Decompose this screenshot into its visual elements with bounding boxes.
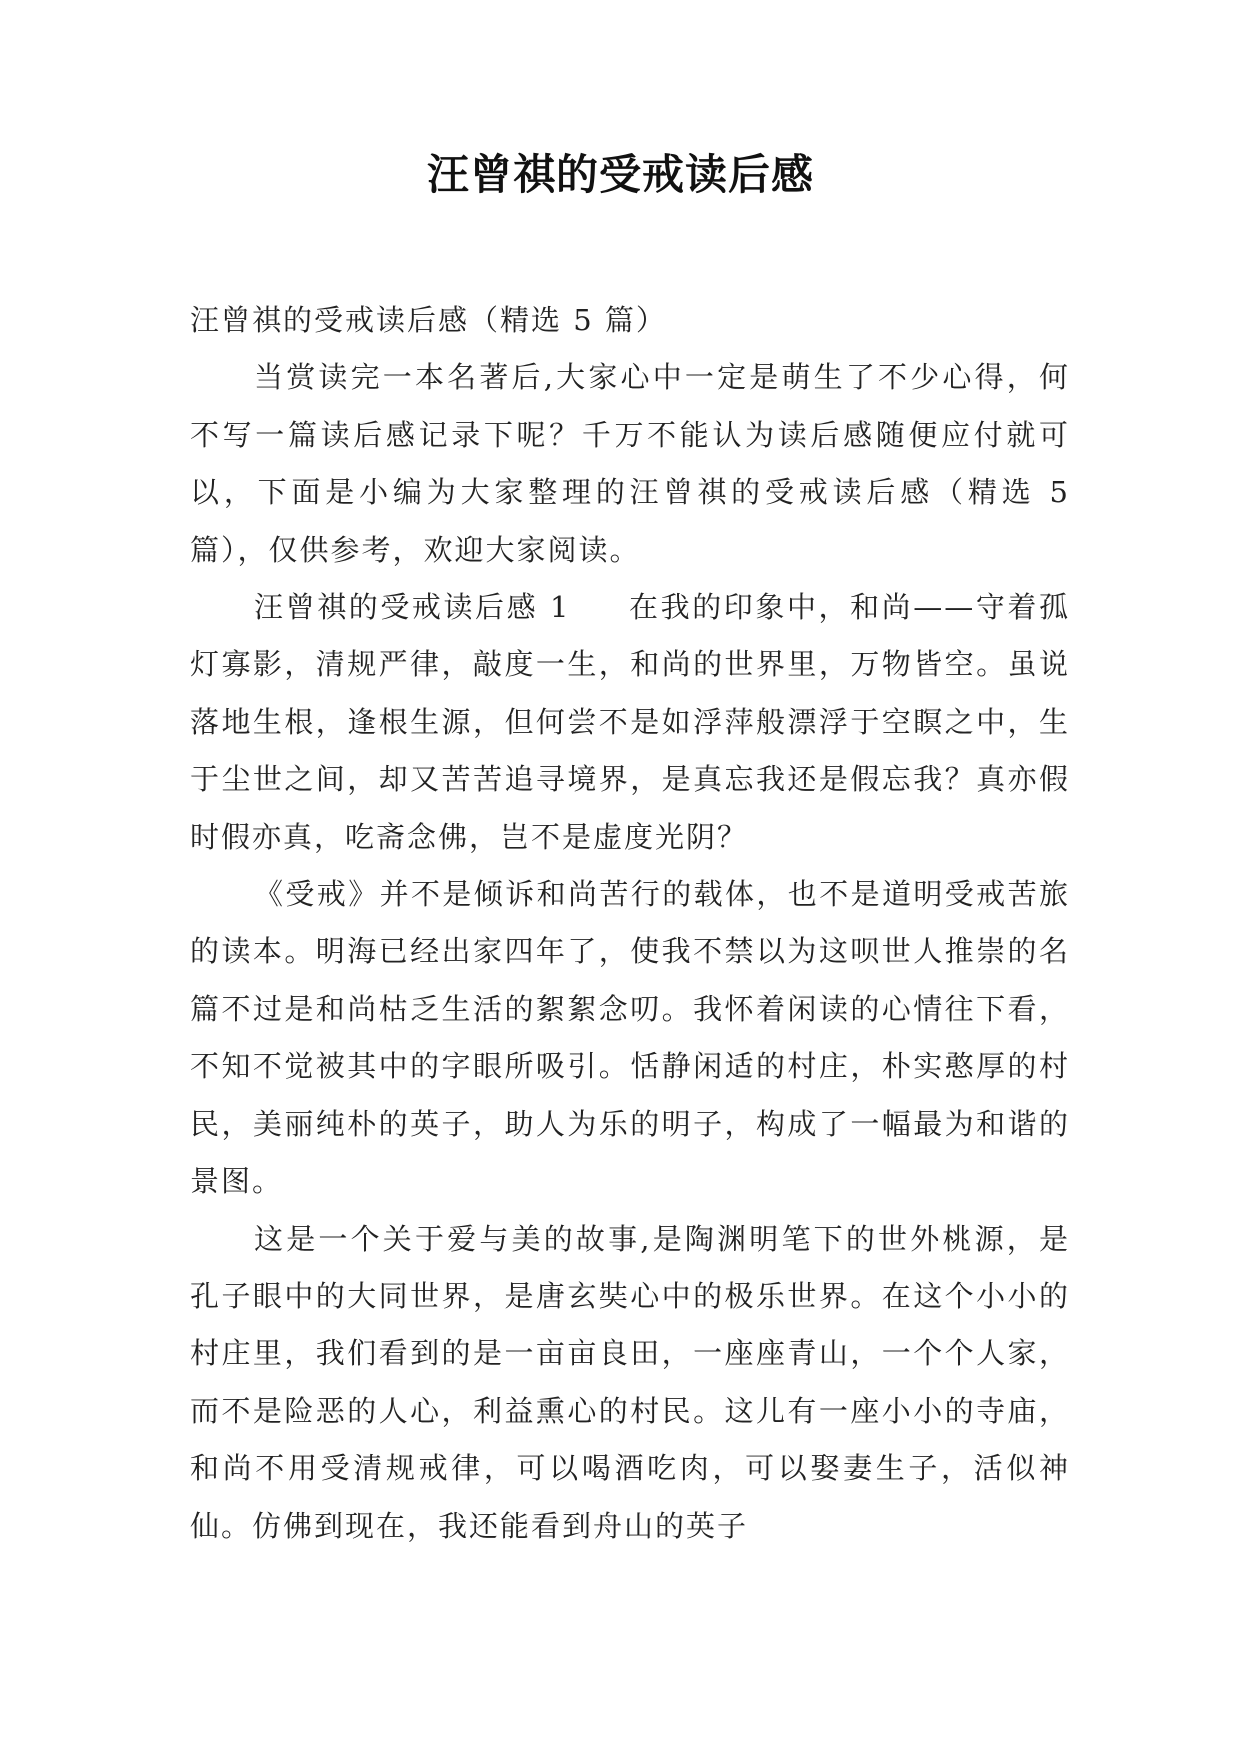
section-heading: 汪曾祺的受戒读后感 1 — [254, 590, 571, 625]
intro-paragraph: 当赏读完一本名著后,大家心中一定是萌生了不少心得，何不写一篇读后感记录下呢？千万不能认为读后感随便应付就可以，下面是小编为大家整理的汪曾祺的受戒读后感（精选 5 篇），仅供参考，欢迎大家阅读。 — [190, 360, 1070, 567]
section-1-text: 在我的印象中，和尚——守着孤灯寡影，清规严律，敲度一生，和尚的世界里，万物皆空。虽说落地生根，逢根生源，但何尝不是如浮萍般漂浮于空瞑之中，生于尘世之间，却又苦苦追寻境界，是真忘我还是假忘我？真亦假时假亦真，吃斋念佛，岂不是虚度光阴？ — [190, 590, 1070, 854]
section-1-paragraph — [190, 579, 1070, 866]
body-paragraph-3: 这是一个关于爱与美的故事,是陶渊明笔下的世外桃源，是孔子眼中的大同世界，是唐玄奘心中的极乐世界。在这个小小的村庄里，我们看到的是一亩亩良田，一座座青山，一个个人家，而不是险恶的人心，利益熏心的村民。这儿有一座小小的寺庙，和尚不用受清规戒律，可以喝酒吃肉，可以娶妻生子，活似神仙。仿佛到现在，我还能看到舟山的英子 — [190, 1221, 1070, 1543]
document-body — [190, 292, 1070, 1555]
body-paragraph-2: 《受戒》并不是倾诉和尚苦行的载体，也不是道明受戒苦旅的读本。明海已经出家四年了，使我不禁以为这呗世人推崇的名篇不过是和尚枯乏生活的絮絮念叨。我怀着闲读的心情往下看，不知不觉被其中的字眼所吸引。恬静闲适的村庄，朴实憨厚的村民，美丽纯朴的英子，助人为乐的明子，构成了一幅最为和谐的景图。 — [190, 877, 1070, 1199]
document-title: 汪曾祺的受戒读后感 — [426, 150, 814, 199]
document-subtitle: 汪曾祺的受戒读后感（精选 5 篇） — [190, 303, 667, 337]
